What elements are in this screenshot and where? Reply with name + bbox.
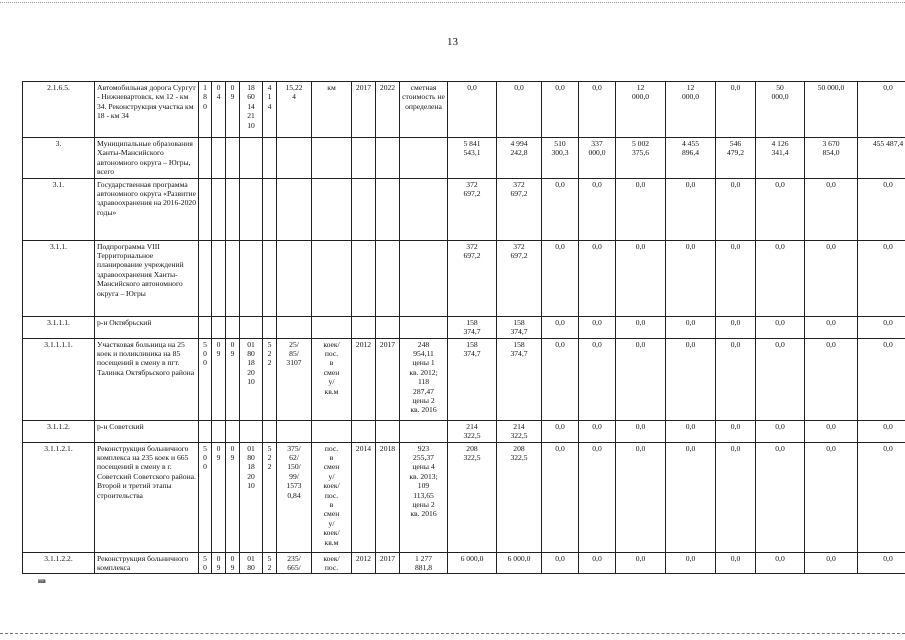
funding-value-6: 4 455 896,4 [666,138,716,179]
funding-value-10: 0,0 [858,338,905,420]
code-col-1: 5 0 0 [199,338,212,420]
funding-value-2: 372 697,2 [497,178,542,240]
estimated-cost [400,316,448,338]
funding-value-3: 0,0 [542,442,579,552]
row-number: 3.1.1.2.1. [23,442,95,552]
estimated-cost: 248 954,11 цены 1 кв. 2012; 118 287,47 цены 2 кв. 2016 [400,338,448,420]
end-year: 2018 [376,442,400,552]
code-col-2 [212,178,226,240]
funding-value-7: 0,0 [716,240,756,316]
table-row [23,178,905,240]
funding-value-3: 0,0 [542,338,579,420]
estimated-cost: 1 277 881,8 [400,552,448,574]
end-year: 2017 [376,552,400,574]
code-col-3: 0 9 [226,338,240,420]
table-row [23,240,905,316]
end-year: 2022 [376,82,400,138]
code-col-1 [199,316,212,338]
start-year: 2014 [352,442,376,552]
funding-value-1: 0,0 [448,82,497,138]
code-col-1 [199,420,212,442]
code-col-5: 4 1 4 [263,82,277,138]
funding-value-10: 0,0 [858,178,905,240]
funding-value-5: 0,0 [616,442,666,552]
funding-value-9: 0,0 [805,240,858,316]
start-year [352,178,376,240]
funding-value-2: 0,0 [497,82,542,138]
table-row [23,552,905,574]
funding-value-7: 0,0 [716,82,756,138]
funding-value-9: 0,0 [805,178,858,240]
funding-value-2: 6 000,0 [497,552,542,574]
funding-value-2: 214 322,5 [497,420,542,442]
code-col-4 [240,316,263,338]
funding-value-9: 0,0 [805,442,858,552]
funding-value-7: 546 479,2 [716,138,756,179]
page-number: 13 [447,36,458,48]
funding-value-1: 214 322,5 [448,420,497,442]
funding-value-1: 208 322,5 [448,442,497,552]
funding-value-4: 0,0 [579,552,616,574]
funding-value-4: 337 000,0 [579,138,616,179]
funding-value-6: 0,0 [666,338,716,420]
funding-value-2: 372 697,2 [497,240,542,316]
funding-value-10: 0,0 [858,240,905,316]
capacity-unit [312,420,352,442]
estimated-cost [400,240,448,316]
code-col-4 [240,178,263,240]
funding-value-9: 0,0 [805,338,858,420]
funding-value-8: 0,0 [756,338,805,420]
funding-value-6: 0,0 [666,442,716,552]
funding-value-9: 0,0 [805,316,858,338]
object-name: Реконструкция больничного комплекса на 235 коек и 665 посещений в смену в г. Советский Советского района. Второй и третий этапы строительства [95,442,199,552]
estimated-cost [400,420,448,442]
code-col-4 [240,420,263,442]
funding-value-8: 4 126 341,4 [756,138,805,179]
capacity: 15,22 4 [277,82,312,138]
table-row [23,338,905,420]
scan-top-edge [0,2,905,3]
code-col-3 [226,316,240,338]
funding-value-1: 158 374,7 [448,316,497,338]
capacity: 235/ 665/ [277,552,312,574]
code-col-2 [212,240,226,316]
code-col-1: 5 0 [199,552,212,574]
capacity: 25/ 85/ 3107 [277,338,312,420]
start-year [352,138,376,179]
capacity [277,240,312,316]
code-col-1: 5 0 0 [199,442,212,552]
funding-value-2: 158 374,7 [497,338,542,420]
budget-table [22,81,905,574]
funding-value-6: 0,0 [666,316,716,338]
funding-value-3: 0,0 [542,552,579,574]
capacity [277,316,312,338]
funding-value-6: 12 000,0 [666,82,716,138]
object-name: Подпрограмма VIII Территориальное планирование учреждений здравоохранения Ханты-Мансийского автономного округа – Югры [95,240,199,316]
code-col-3 [226,420,240,442]
object-name: Государственная программа автономного округа «Развитие здравоохранения на 2016-2020 годы» [95,178,199,240]
table-row [23,138,905,179]
capacity-unit: коек/ пос. [312,552,352,574]
funding-value-4: 0,0 [579,316,616,338]
funding-value-3: 510 300,3 [542,138,579,179]
funding-value-9: 50 000,0 [805,82,858,138]
footer-mark: нв [38,577,46,585]
funding-value-8: 0,0 [756,442,805,552]
code-col-1 [199,240,212,316]
funding-value-1: 372 697,2 [448,240,497,316]
code-col-2: 0 9 [212,552,226,574]
object-name: р-н Октябрьский [95,316,199,338]
funding-value-5: 0,0 [616,420,666,442]
code-col-4: 18 60 14 21 10 [240,82,263,138]
funding-value-6: 0,0 [666,552,716,574]
funding-value-8: 0,0 [756,316,805,338]
funding-value-7: 0,0 [716,338,756,420]
funding-value-7: 0,0 [716,178,756,240]
estimated-cost [400,178,448,240]
funding-value-6: 0,0 [666,420,716,442]
estimated-cost [400,138,448,179]
end-year: 2017 [376,338,400,420]
funding-value-1: 6 000,0 [448,552,497,574]
funding-value-8: 0,0 [756,552,805,574]
object-name: Реконструкция больничного комплекса [95,552,199,574]
code-col-5: 5 2 2 [263,442,277,552]
funding-value-2: 4 994 242,8 [497,138,542,179]
funding-value-4: 0,0 [579,338,616,420]
start-year: 2017 [352,82,376,138]
end-year [376,420,400,442]
funding-value-6: 0,0 [666,178,716,240]
code-col-5 [263,420,277,442]
capacity [277,138,312,179]
capacity-unit [312,240,352,316]
funding-value-4: 0,0 [579,240,616,316]
end-year [376,240,400,316]
funding-value-4: 0,0 [579,420,616,442]
code-col-2 [212,420,226,442]
funding-value-5: 5 002 375,6 [616,138,666,179]
row-number: 3.1.1.1.1. [23,338,95,420]
row-number: 3.1.1.2. [23,420,95,442]
code-col-4 [240,138,263,179]
code-col-1 [199,178,212,240]
funding-value-5: 0,0 [616,338,666,420]
funding-value-7: 0,0 [716,420,756,442]
end-year [376,316,400,338]
table-row [23,442,905,552]
code-col-2: 0 9 [212,338,226,420]
funding-value-4: 0,0 [579,178,616,240]
capacity-unit: коек/ пос. в смен у/ кв.м [312,338,352,420]
capacity-unit [312,178,352,240]
funding-value-2: 208 322,5 [497,442,542,552]
start-year [352,420,376,442]
capacity [277,420,312,442]
funding-value-10: 0,0 [858,442,905,552]
end-year [376,178,400,240]
capacity-unit: км [312,82,352,138]
capacity [277,178,312,240]
funding-value-7: 0,0 [716,552,756,574]
row-number: 3.1.1. [23,240,95,316]
object-name: Участковая больница на 25 коек и поликлиника на 85 посещений в смену в пгт. Талинка Октябрьского района [95,338,199,420]
object-name: р-н Советский [95,420,199,442]
capacity: 375/ 62/ 150/ 99/ 1573 0,84 [277,442,312,552]
estimated-cost: 923 255,37 цены 4 кв. 2013; 109 113,65 цены 2 кв. 2016 [400,442,448,552]
row-number: 3. [23,138,95,179]
funding-value-10: 0,0 [858,552,905,574]
code-col-3: 0 9 [226,82,240,138]
code-col-4 [240,240,263,316]
table-row [23,420,905,442]
code-col-3 [226,138,240,179]
code-col-5: 5 2 2 [263,338,277,420]
table-row [23,82,905,138]
object-name: Муниципальные образования Ханты-Мансийского автономного округа – Югры, всего [95,138,199,179]
row-number: 3.1.1.1. [23,316,95,338]
object-name: Автомобильная дорога Сургут - Нижневартовск, км 12 - км 34. Реконструкция участка км 18 - км 34 [95,82,199,138]
funding-value-3: 0,0 [542,178,579,240]
start-year: 2012 [352,552,376,574]
funding-value-6: 0,0 [666,240,716,316]
funding-value-5: 0,0 [616,240,666,316]
funding-value-8: 0,0 [756,178,805,240]
funding-value-2: 158 374,7 [497,316,542,338]
code-col-2 [212,138,226,179]
row-number: 2.1.6.5. [23,82,95,138]
code-col-3: 0 9 [226,442,240,552]
start-year [352,316,376,338]
funding-value-7: 0,0 [716,442,756,552]
funding-value-4: 0,0 [579,442,616,552]
code-col-4: 01 80 18 20 10 [240,338,263,420]
code-col-3: 0 9 [226,552,240,574]
funding-value-5: 0,0 [616,552,666,574]
funding-value-1: 158 374,7 [448,338,497,420]
funding-value-1: 372 697,2 [448,178,497,240]
scan-bottom-edge [0,633,905,634]
estimated-cost: сметная стоимость не определена [400,82,448,138]
funding-value-5: 0,0 [616,178,666,240]
row-number: 3.1.1.2.2. [23,552,95,574]
funding-value-3: 0,0 [542,420,579,442]
capacity-unit: пос. в смен у/ коек/ пос. в смен у/ коек/ кв.м [312,442,352,552]
code-col-4: 01 80 [240,552,263,574]
funding-value-5: 0,0 [616,316,666,338]
code-col-5 [263,138,277,179]
funding-value-10: 0,0 [858,420,905,442]
code-col-5 [263,316,277,338]
funding-value-8: 50 000,0 [756,82,805,138]
code-col-2 [212,316,226,338]
funding-value-8: 0,0 [756,240,805,316]
funding-value-5: 12 000,0 [616,82,666,138]
start-year [352,240,376,316]
funding-value-10: 0,0 [858,82,905,138]
funding-value-9: 0,0 [805,420,858,442]
capacity-unit [312,316,352,338]
funding-value-10: 455 487,4 [858,138,905,179]
start-year: 2012 [352,338,376,420]
code-col-1 [199,138,212,179]
funding-value-8: 0,0 [756,420,805,442]
code-col-5: 5 2 [263,552,277,574]
funding-value-9: 0,0 [805,552,858,574]
code-col-2: 0 4 [212,82,226,138]
funding-value-10: 0,0 [858,316,905,338]
funding-value-4: 0,0 [579,82,616,138]
code-col-4: 01 80 18 20 10 [240,442,263,552]
funding-value-3: 0,0 [542,82,579,138]
code-col-3 [226,178,240,240]
funding-value-7: 0,0 [716,316,756,338]
code-col-1: 1 8 0 [199,82,212,138]
capacity-unit [312,138,352,179]
table-row [23,316,905,338]
funding-value-9: 3 670 854,0 [805,138,858,179]
funding-value-3: 0,0 [542,316,579,338]
code-col-3 [226,240,240,316]
code-col-2: 0 9 [212,442,226,552]
row-number: 3.1. [23,178,95,240]
funding-value-3: 0,0 [542,240,579,316]
funding-value-1: 5 841 543,1 [448,138,497,179]
end-year [376,138,400,179]
code-col-5 [263,240,277,316]
code-col-5 [263,178,277,240]
